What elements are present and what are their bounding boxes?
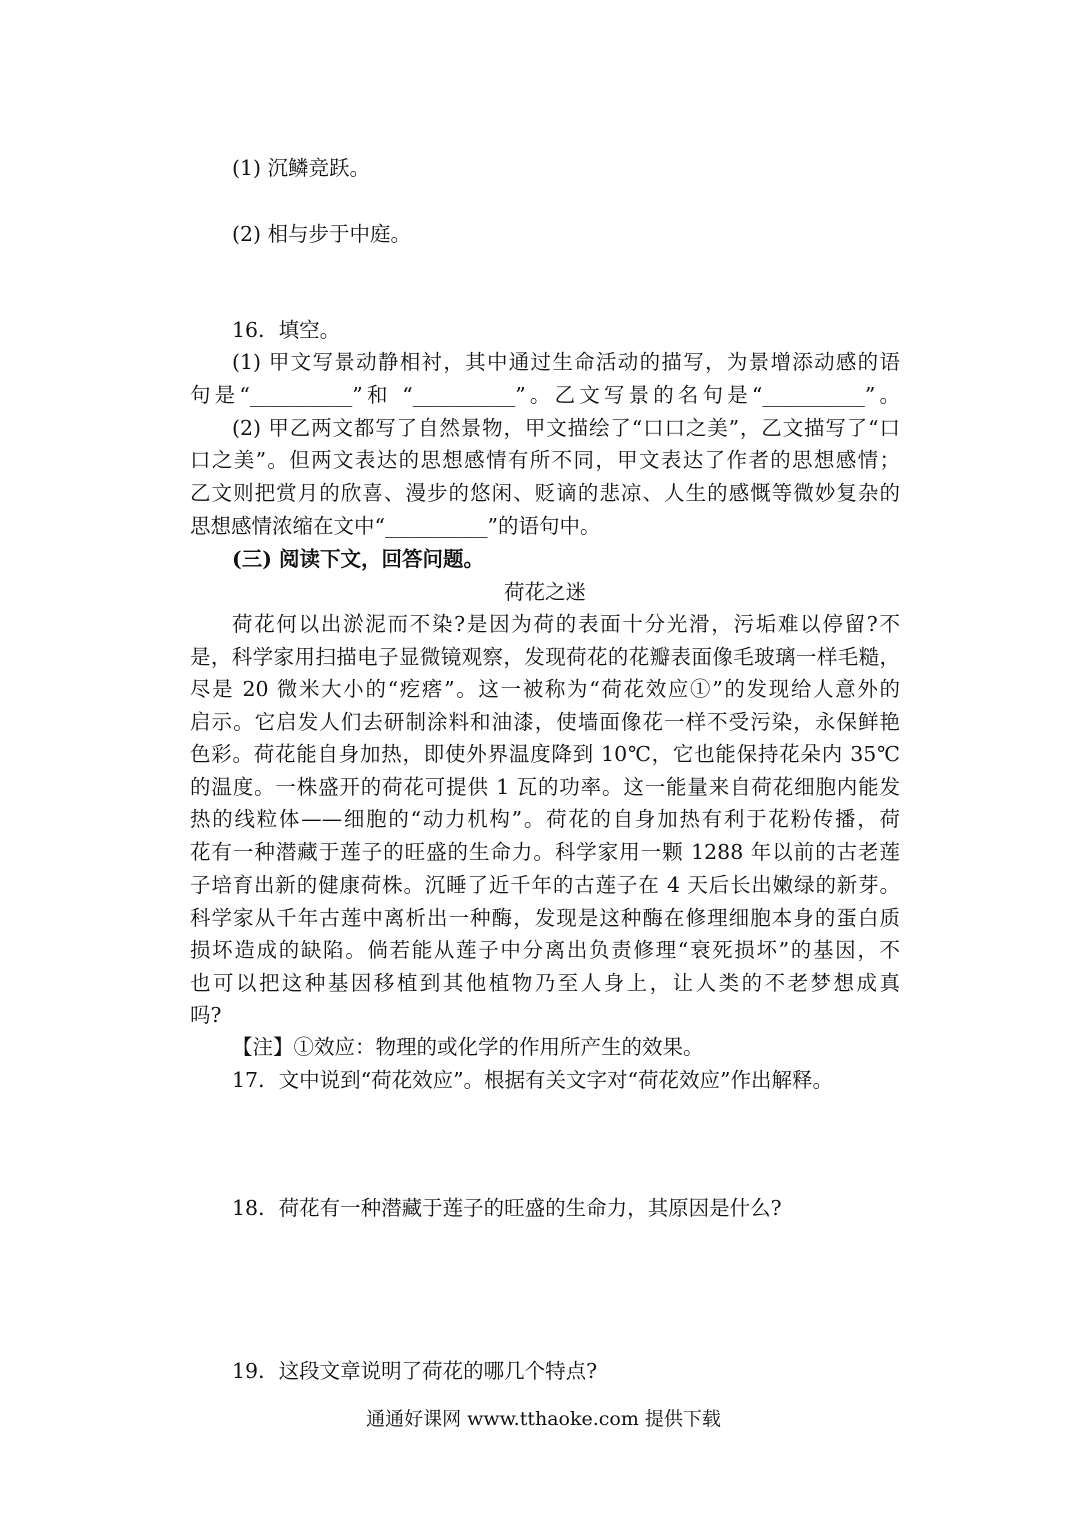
- q16-part1-line-1: (1) 甲文写景动静相衬，其中通过生命活动的描写，为景增添动感的语: [232, 350, 900, 374]
- article-line-8: 花有一种潜藏于莲子的旺盛的生命力。科学家用一颗 1288 年以前的古老莲: [190, 840, 900, 864]
- q16-part2-line-4: 思想感情浓缩在文中“__________”的语句中。: [190, 514, 601, 538]
- article-line-6: 的温度。一株盛开的荷花可提供 1 瓦的功率。这一能量来自荷花细胞内能发: [190, 775, 900, 799]
- article-line-13: 吗?: [190, 1003, 222, 1027]
- article-title: 荷花之迷: [504, 580, 586, 604]
- q15-item-2: (2) 相与步于中庭。: [232, 222, 412, 246]
- q15-item-1: (1) 沉鳞竞跃。: [232, 156, 371, 180]
- section-heading: (三) 阅读下文，回答问题。: [232, 547, 485, 571]
- q16-part2-line-1: (2) 甲乙两文都写了自然景物，甲文描绘了“口口之美”，乙文描写了“口: [232, 416, 900, 440]
- question-19: 19．这段文章说明了荷花的哪几个特点?: [232, 1359, 598, 1383]
- article-line-9: 子培育出新的健康荷株。沉睡了近千年的古莲子在 4 天后长出嫩绿的新芽。: [190, 873, 900, 897]
- q16-part1-line-2: 句是“__________”和 “__________”。乙文写景的名句是“__________”。: [190, 383, 900, 407]
- article-line-3: 尽是 20 微米大小的“疙瘩”。这一被称为“荷花效应①”的发现给人意外的: [190, 677, 900, 701]
- article-line-7: 热的线粒体——细胞的“动力机构”。荷花的自身加热有利于花粉传播，荷: [190, 807, 900, 831]
- article-note: 【注】①效应：物理的或化学的作用所产生的效果。: [232, 1035, 704, 1059]
- article-line-2: 是，科学家用扫描电子显微镜观察，发现荷花的花瓣表面像毛玻璃一样毛糙，: [190, 645, 900, 669]
- article-line-10: 科学家从千年古莲中离析出一种酶，发现是这种酶在修理细胞本身的蛋白质: [190, 906, 900, 930]
- article-line-5: 色彩。荷花能自身加热，即使外界温度降到 10℃，它也能保持花朵内 35℃: [190, 742, 900, 766]
- q16-part2-line-3: 乙文则把赏月的欣喜、漫步的悠闲、贬谪的悲凉、人生的感慨等微妙复杂的: [190, 481, 900, 505]
- article-line-12: 也可以把这种基因移植到其他植物乃至人身上，让人类的不老梦想成真: [190, 971, 900, 995]
- article-line-11: 损坏造成的缺陷。倘若能从莲子中分离出负责修理“衰死损坏”的基因，不: [190, 938, 900, 962]
- q16-title: 16．填空。: [232, 318, 341, 342]
- question-17: 17．文中说到“荷花效应”。根据有关文字对“荷花效应”作出解释。: [232, 1068, 834, 1092]
- page-footer: 通通好课网 www.tthaoke.com 提供下载: [366, 1408, 721, 1430]
- article-line-1: 荷花何以出淤泥而不染?是因为荷的表面十分光滑，污垢难以停留?不: [232, 612, 900, 636]
- article-line-4: 启示。它启发人们去研制涂料和油漆，使墙面像花一样不受污染，永保鲜艳: [190, 710, 900, 734]
- question-18: 18．荷花有一种潜藏于莲子的旺盛的生命力，其原因是什么?: [232, 1196, 782, 1220]
- q16-part2-line-2: 口之美”。但两文表达的思想感情有所不同，甲文表达了作者的思想感情；: [190, 448, 900, 472]
